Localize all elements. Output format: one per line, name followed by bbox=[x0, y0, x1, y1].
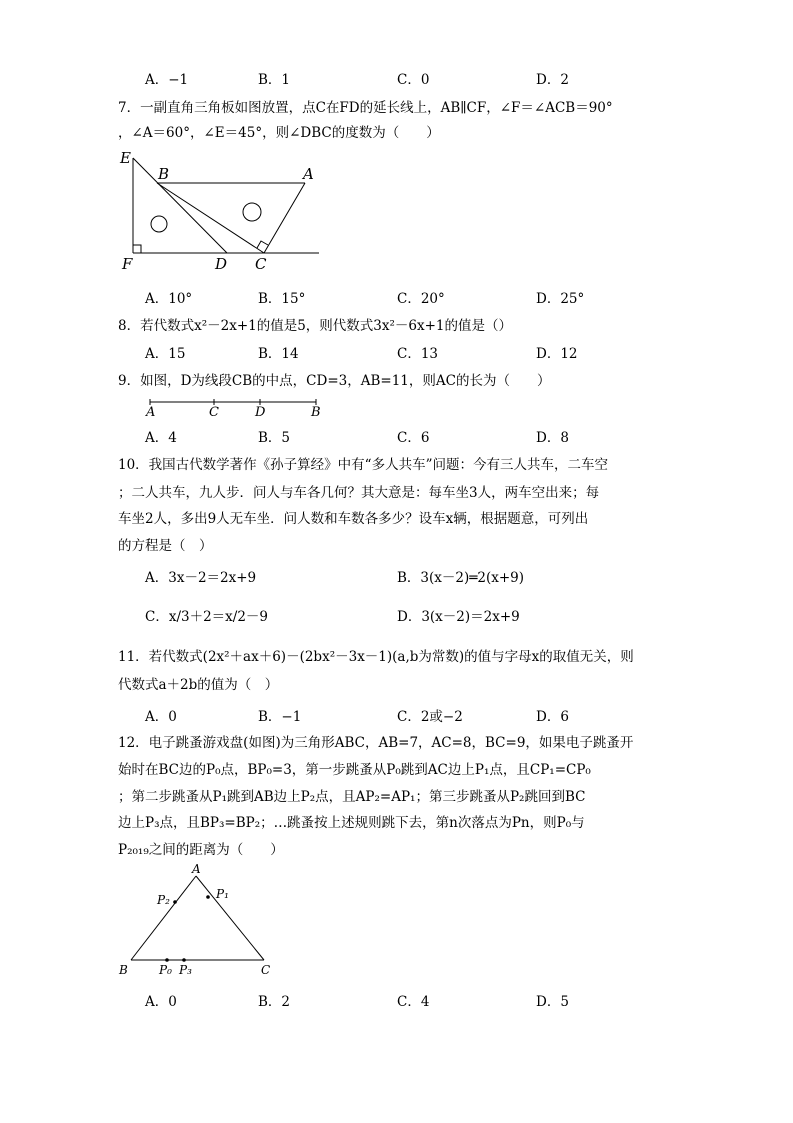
label-b: B bbox=[311, 405, 321, 420]
q11-option-a[interactable]: A．0 bbox=[145, 709, 177, 725]
q7-option-a[interactable]: A．10° bbox=[145, 291, 193, 307]
q8-option-d[interactable]: D．12 bbox=[536, 346, 578, 362]
q7-text-line1: 7．一副直角三角板如图放置，点C在FD的延长线上，AB∥CF，∠F＝∠ACB＝90° bbox=[118, 100, 613, 116]
q12-text-line1: 12．电子跳蚤游戏盘(如图)为三角形ABC，AB=7，AC=8，BC=9，如果电子跳蚤开 bbox=[118, 735, 634, 751]
q8-option-c[interactable]: C．13 bbox=[397, 346, 439, 362]
q7-text-line2: ，∠A＝60°，∠E＝45°，则∠DBC的度数为（ ） bbox=[118, 125, 440, 141]
label-d: D bbox=[215, 255, 228, 273]
q11-text-line1: 11．若代数式(2x²＋ax＋6)－(2bx²－3x－1)(a,b为常数)的值与字母x的取值无关，则 bbox=[118, 649, 634, 665]
q10-text-line1: 10．我国古代数学著作《孙子算经》中有“多人共车”问题：今有三人共车，二车空 bbox=[118, 457, 608, 473]
q12-text-line5: P₂₀₁₉之间的距离为（ ） bbox=[118, 842, 284, 858]
line-ac bbox=[264, 183, 305, 253]
q12-option-c[interactable]: C．4 bbox=[397, 994, 430, 1010]
q12-option-d[interactable]: D．5 bbox=[536, 994, 569, 1010]
label-a: A bbox=[303, 165, 314, 183]
right-angle-c bbox=[257, 241, 268, 248]
q6-option-a[interactable]: A．−1 bbox=[145, 72, 189, 88]
q10-text-line2: ；二人共车，九人步．问人与车各几何？其大意是：每车坐3人，两车空出来；每 bbox=[118, 485, 600, 501]
point-p0 bbox=[165, 958, 169, 962]
q10-text-line3: 车坐2人，多出9人无车坐．问人数和车数各多少？设车x辆，根据题意，可列出 bbox=[118, 511, 589, 527]
q10-text-line4: 的方程是（ ） bbox=[118, 538, 213, 554]
label-c: C bbox=[255, 255, 267, 273]
q8-option-a[interactable]: A．15 bbox=[145, 346, 186, 362]
point-p2 bbox=[173, 900, 177, 904]
right-angle-f bbox=[133, 245, 141, 253]
line-ed bbox=[133, 158, 227, 253]
q9-option-a[interactable]: A．4 bbox=[145, 430, 177, 446]
label-c: C bbox=[209, 405, 219, 420]
label-d: D bbox=[255, 405, 266, 420]
q8-text-line1: 8．若代数式x²－2x+1的值是5，则代数式3x²－6x+1的值是（） bbox=[118, 318, 513, 334]
label-b: B bbox=[119, 963, 128, 977]
q10-option-d[interactable]: D．3(x－2)＝2x+9 bbox=[397, 609, 520, 625]
q10-option-c[interactable]: C．x/3＋2＝x/2－9 bbox=[145, 609, 269, 625]
q12-option-a[interactable]: A．0 bbox=[145, 994, 177, 1010]
point-p1 bbox=[206, 895, 210, 899]
label-f: F bbox=[122, 255, 133, 273]
q6-option-d[interactable]: D．2 bbox=[536, 72, 569, 88]
q9-text-line1: 9．如图，D为线段CB的中点，CD=3，AB=11，则AC的长为（ ） bbox=[118, 373, 551, 389]
q9-figure bbox=[140, 394, 330, 420]
q7-figure bbox=[112, 148, 332, 274]
q11-option-d[interactable]: D．6 bbox=[536, 709, 569, 725]
q10-option-a[interactable]: A．3x－2＝2x+9 bbox=[145, 570, 257, 586]
q9-option-b[interactable]: B．5 bbox=[258, 430, 291, 446]
label-a: A bbox=[146, 405, 156, 420]
q7-option-b[interactable]: B．15° bbox=[258, 291, 306, 307]
q12-option-b[interactable]: B．2 bbox=[258, 994, 291, 1010]
q12-text-line4: 边上P₃点，且BP₃=BP₂；…跳蚤按上述规则跳下去，第n次落点为Pn，则P₀与 bbox=[118, 815, 585, 831]
label-p3: P₃ bbox=[179, 963, 192, 977]
circle-left bbox=[151, 216, 167, 232]
q11-option-c[interactable]: C．2或−2 bbox=[397, 709, 463, 725]
q8-option-b[interactable]: B．14 bbox=[258, 346, 299, 362]
label-e: E bbox=[120, 149, 131, 167]
q9-option-d[interactable]: D．8 bbox=[536, 430, 569, 446]
label-p1: P₁ bbox=[216, 887, 229, 901]
q6-option-c[interactable]: C．0 bbox=[397, 72, 430, 88]
q6-option-b[interactable]: B．1 bbox=[258, 72, 291, 88]
q7-option-c[interactable]: C．20° bbox=[397, 291, 445, 307]
label-b: B bbox=[158, 165, 170, 183]
q7-option-d[interactable]: D．25° bbox=[536, 291, 585, 307]
side-ac bbox=[196, 876, 264, 960]
label-p0: P₀ bbox=[159, 963, 172, 977]
label-c: C bbox=[261, 963, 271, 977]
q9-option-c[interactable]: C．6 bbox=[397, 430, 430, 446]
q12-figure bbox=[110, 858, 290, 983]
q10-option-b[interactable]: B．3(x－2)═2(x+9) bbox=[397, 570, 525, 586]
q12-text-line3: ；第二步跳蚤从P₁跳到AB边上P₂点，且AP₂=AP₁；第三步跳蚤从P₂跳回到BC bbox=[118, 789, 586, 805]
q11-option-b[interactable]: B．−1 bbox=[258, 709, 302, 725]
q11-text-line2: 代数式a＋2b的值为（ ） bbox=[118, 677, 279, 693]
label-a: A bbox=[192, 862, 201, 876]
side-ab bbox=[131, 876, 196, 960]
label-p2: P₂ bbox=[157, 893, 170, 907]
point-p3 bbox=[182, 958, 186, 962]
circle-right bbox=[243, 203, 261, 221]
q12-text-line2: 始时在BC边的P₀点，BP₀=3，第一步跳蚤从P₀跳到AC边上P₁点，且CP₁=CP₀ bbox=[118, 762, 591, 778]
line-bc bbox=[157, 183, 264, 253]
